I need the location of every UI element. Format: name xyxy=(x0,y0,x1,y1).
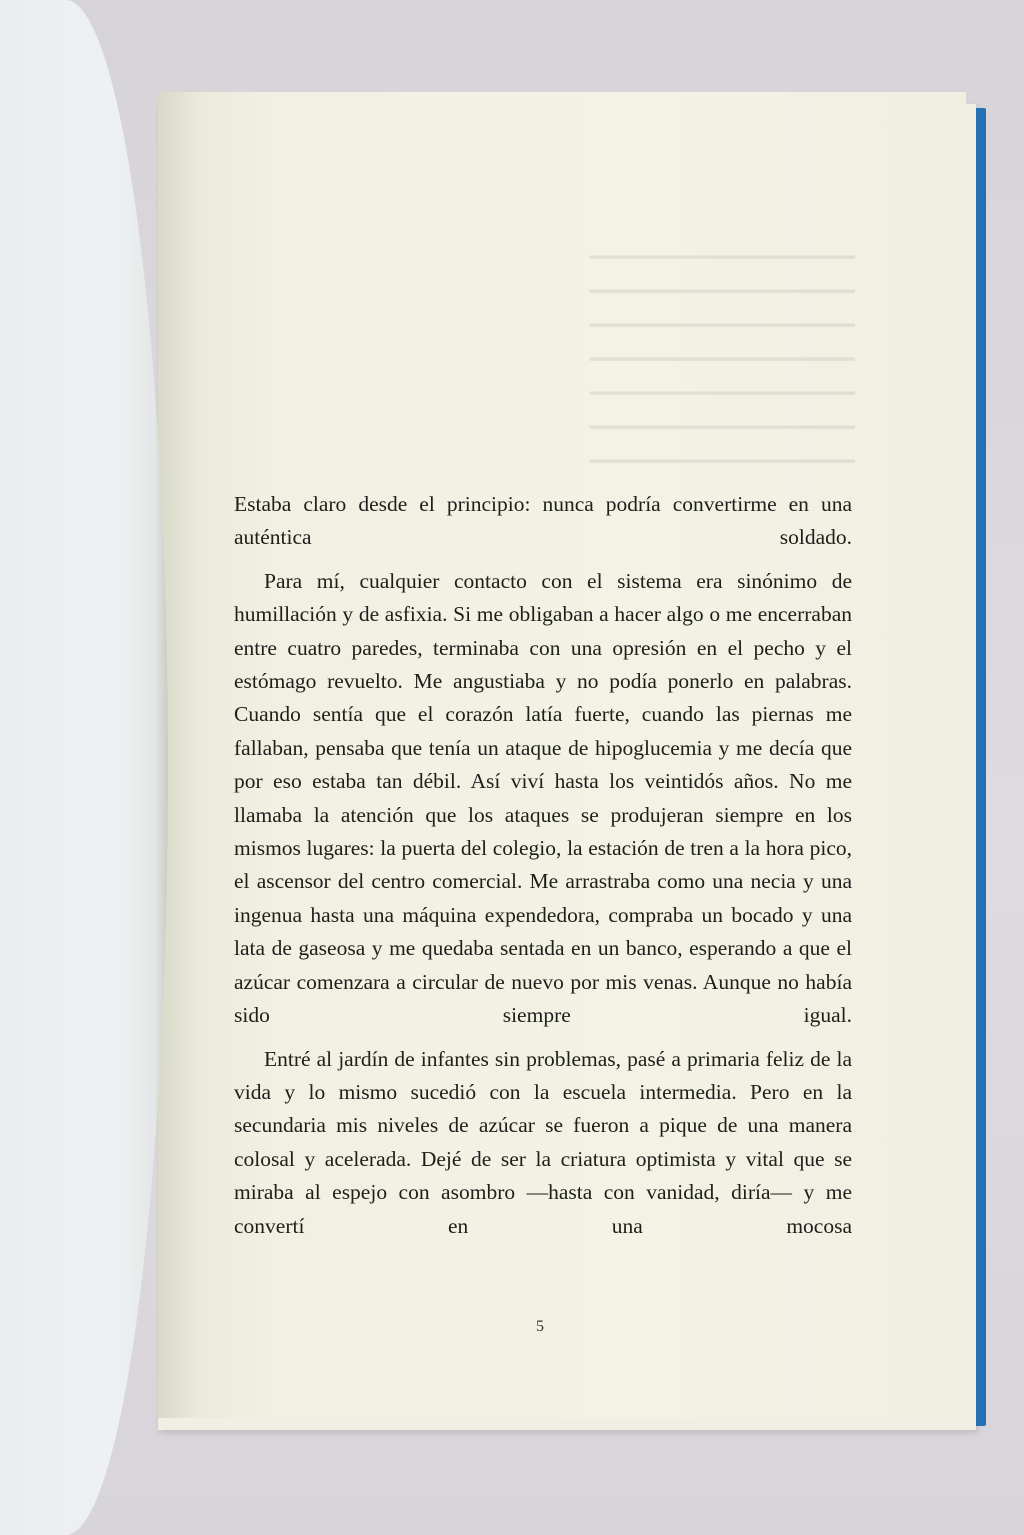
paragraph: Para mí, cualquier contacto con el sistema era sinónimo de humillación y de asfixia. Si me obligaban a hacer algo o me encerraban entre cuatro paredes, terminaba con una opresión en el pecho y el estómago revuelto. Me angustiaba y no podía ponerlo en palabras. Cuando sentía que el corazón latía fuerte, cuando las piernas me fallaban, pensaba que tenía un ataque de hipoglucemia y me decía que por eso estaba tan débil. Así viví hasta los veintidós años. No me llamaba la atención que los ataques se produjeran siempre en los mismos lugares: la puerta del colegio, la estación de tren a la hora pico, el ascensor del centro comercial. Me arrastraba como una necia y una ingenua hasta una máquina expendedora, compraba un bocado y una lata de gaseosa y me quedaba sentada en un banco, esperando a que el azúcar comenzara a circular de nuevo por mis venas. Aunque no había sido siempre igual. xyxy=(234,568,852,1028)
paragraph: Estaba claro desde el principio: nunca podría convertirme en una auténtica soldado. xyxy=(234,492,852,550)
show-through-text: ━━━━━━━━━━━━━━━━━━━━━━ ━━━━━━━━━━━━━━━━━━━━━━ ━━━━━━━━━━━━━━━━━━━━━━ ━━━━━━━━━━━━━━━━━━━━━━ ━━━━━━━━━━━━━━━━━━━━━━ ━━━━━━━━━━━━━━━━━━━━━━ ━━━━━━━━━━━━━━━━━━━━━━ xyxy=(590,245,855,473)
page-body xyxy=(234,488,852,1253)
page-number: 5 xyxy=(536,1318,544,1335)
paragraph: Entré al jardín de infantes sin problemas, pasé a primaria feliz de la vida y lo mismo sucedió con la escuela intermedia. Pero en la secundaria mis niveles de azúcar se fueron a pique de una manera colosal y acelerada. Dejé de ser la criatura optimista y vital que se miraba al espejo con asombro —hasta con vanidad, diría— y me convertí en una mocosa xyxy=(234,1046,852,1238)
